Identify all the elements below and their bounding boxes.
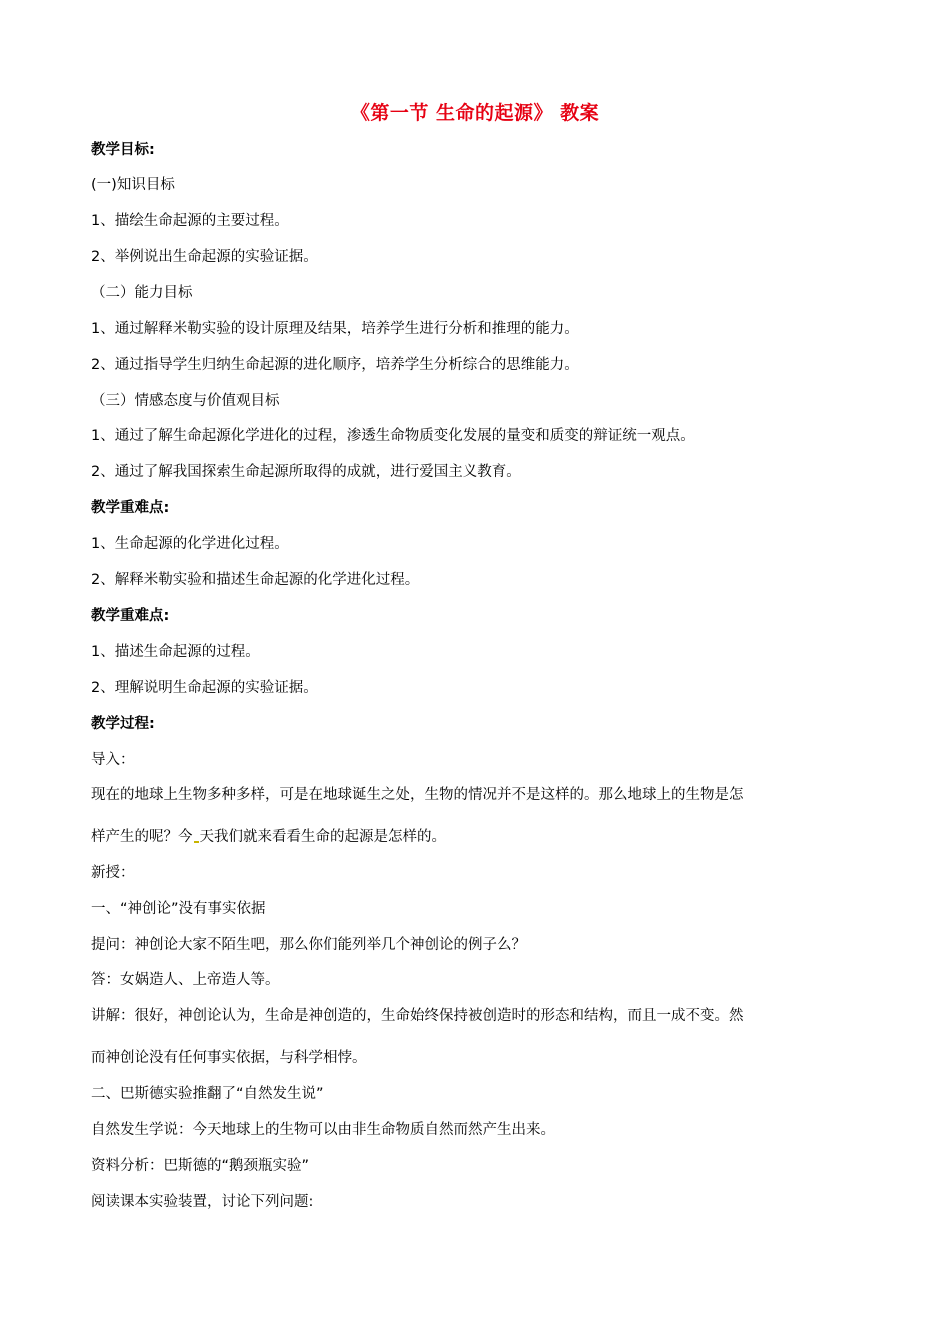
subheading-attitude-goals: （三）情感态度与价值观目标 — [91, 393, 280, 409]
new-lesson-label: 新授： — [91, 865, 135, 881]
difficult-point-item: 2、理解说明生命起源的实验证据。 — [91, 680, 318, 696]
explanation-line: 讲解：很好，神创论认为，生命是神创造的，生命始终保持被创造时的形态和结构，而且一成不变。然 — [91, 1008, 744, 1024]
text-cursor-mark — [194, 838, 199, 843]
section-heading-difficult-points: 教学重难点: — [91, 608, 170, 624]
subheading-ability-goals: （二）能力目标 — [91, 285, 193, 301]
reading-instruction: 阅读课本实验装置，讨论下列问题: — [91, 1194, 314, 1210]
subheading-knowledge-goals: (一)知识目标 — [91, 177, 175, 193]
goal-item: 1、通过了解生命起源化学进化的过程，渗透生命物质变化发展的量变和质变的辩证统一观点。 — [91, 428, 695, 444]
answer-text: 答：女娲造人、上帝造人等。 — [91, 972, 280, 988]
key-point-item: 1、生命起源的化学进化过程。 — [91, 536, 289, 552]
goal-item: 2、通过了解我国探索生命起源所取得的成就，进行爱国主义教育。 — [91, 464, 521, 480]
intro-paragraph-line: 现在的地球上生物多种多样，可是在地球诞生之处，生物的情况并不是这样的。那么地球上的生物是怎 — [91, 787, 744, 803]
document-title: 《第一节 生命的起源》 教案 — [350, 102, 600, 124]
question-text: 提问：神创论大家不陌生吧，那么你们能列举几个神创论的例子么？ — [91, 937, 526, 953]
section-heading-key-points: 教学重难点: — [91, 500, 170, 516]
difficult-point-item: 1、描述生命起源的过程。 — [91, 644, 260, 660]
intro-text-part: 样产生的呢？今 — [91, 829, 193, 845]
spontaneous-generation-definition: 自然发生学说：今天地球上的生物可以由非生命物质自然而然产生出来。 — [91, 1122, 555, 1138]
goal-item: 1、通过解释米勒实验的设计原理及结果，培养学生进行分析和推理的能力。 — [91, 321, 579, 337]
goal-item: 2、举例说出生命起源的实验证据。 — [91, 249, 318, 265]
explanation-line: 而神创论没有任何事实依据，与科学相悖。 — [91, 1050, 367, 1066]
material-analysis: 资料分析：巴斯德的“鹅颈瓶实验” — [91, 1158, 310, 1174]
key-point-item: 2、解释米勒实验和描述生命起源的化学进化过程。 — [91, 572, 420, 588]
intro-label: 导入： — [91, 752, 135, 768]
intro-paragraph-line — [91, 827, 446, 847]
section-pasteur-experiment: 二、巴斯德实验推翻了“自然发生说” — [91, 1086, 324, 1102]
section-heading-teaching-process: 教学过程: — [91, 716, 155, 732]
section-heading-teaching-goals: 教学目标: — [91, 142, 155, 158]
intro-text-part: 天我们就来看看生命的起源是怎样的。 — [199, 829, 446, 845]
goal-item: 2、通过指导学生归纳生命起源的进化顺序，培养学生分析综合的思维能力。 — [91, 357, 579, 373]
goal-item: 1、描绘生命起源的主要过程。 — [91, 213, 289, 229]
section-creationism: 一、“神创论”没有事实依据 — [91, 901, 266, 917]
